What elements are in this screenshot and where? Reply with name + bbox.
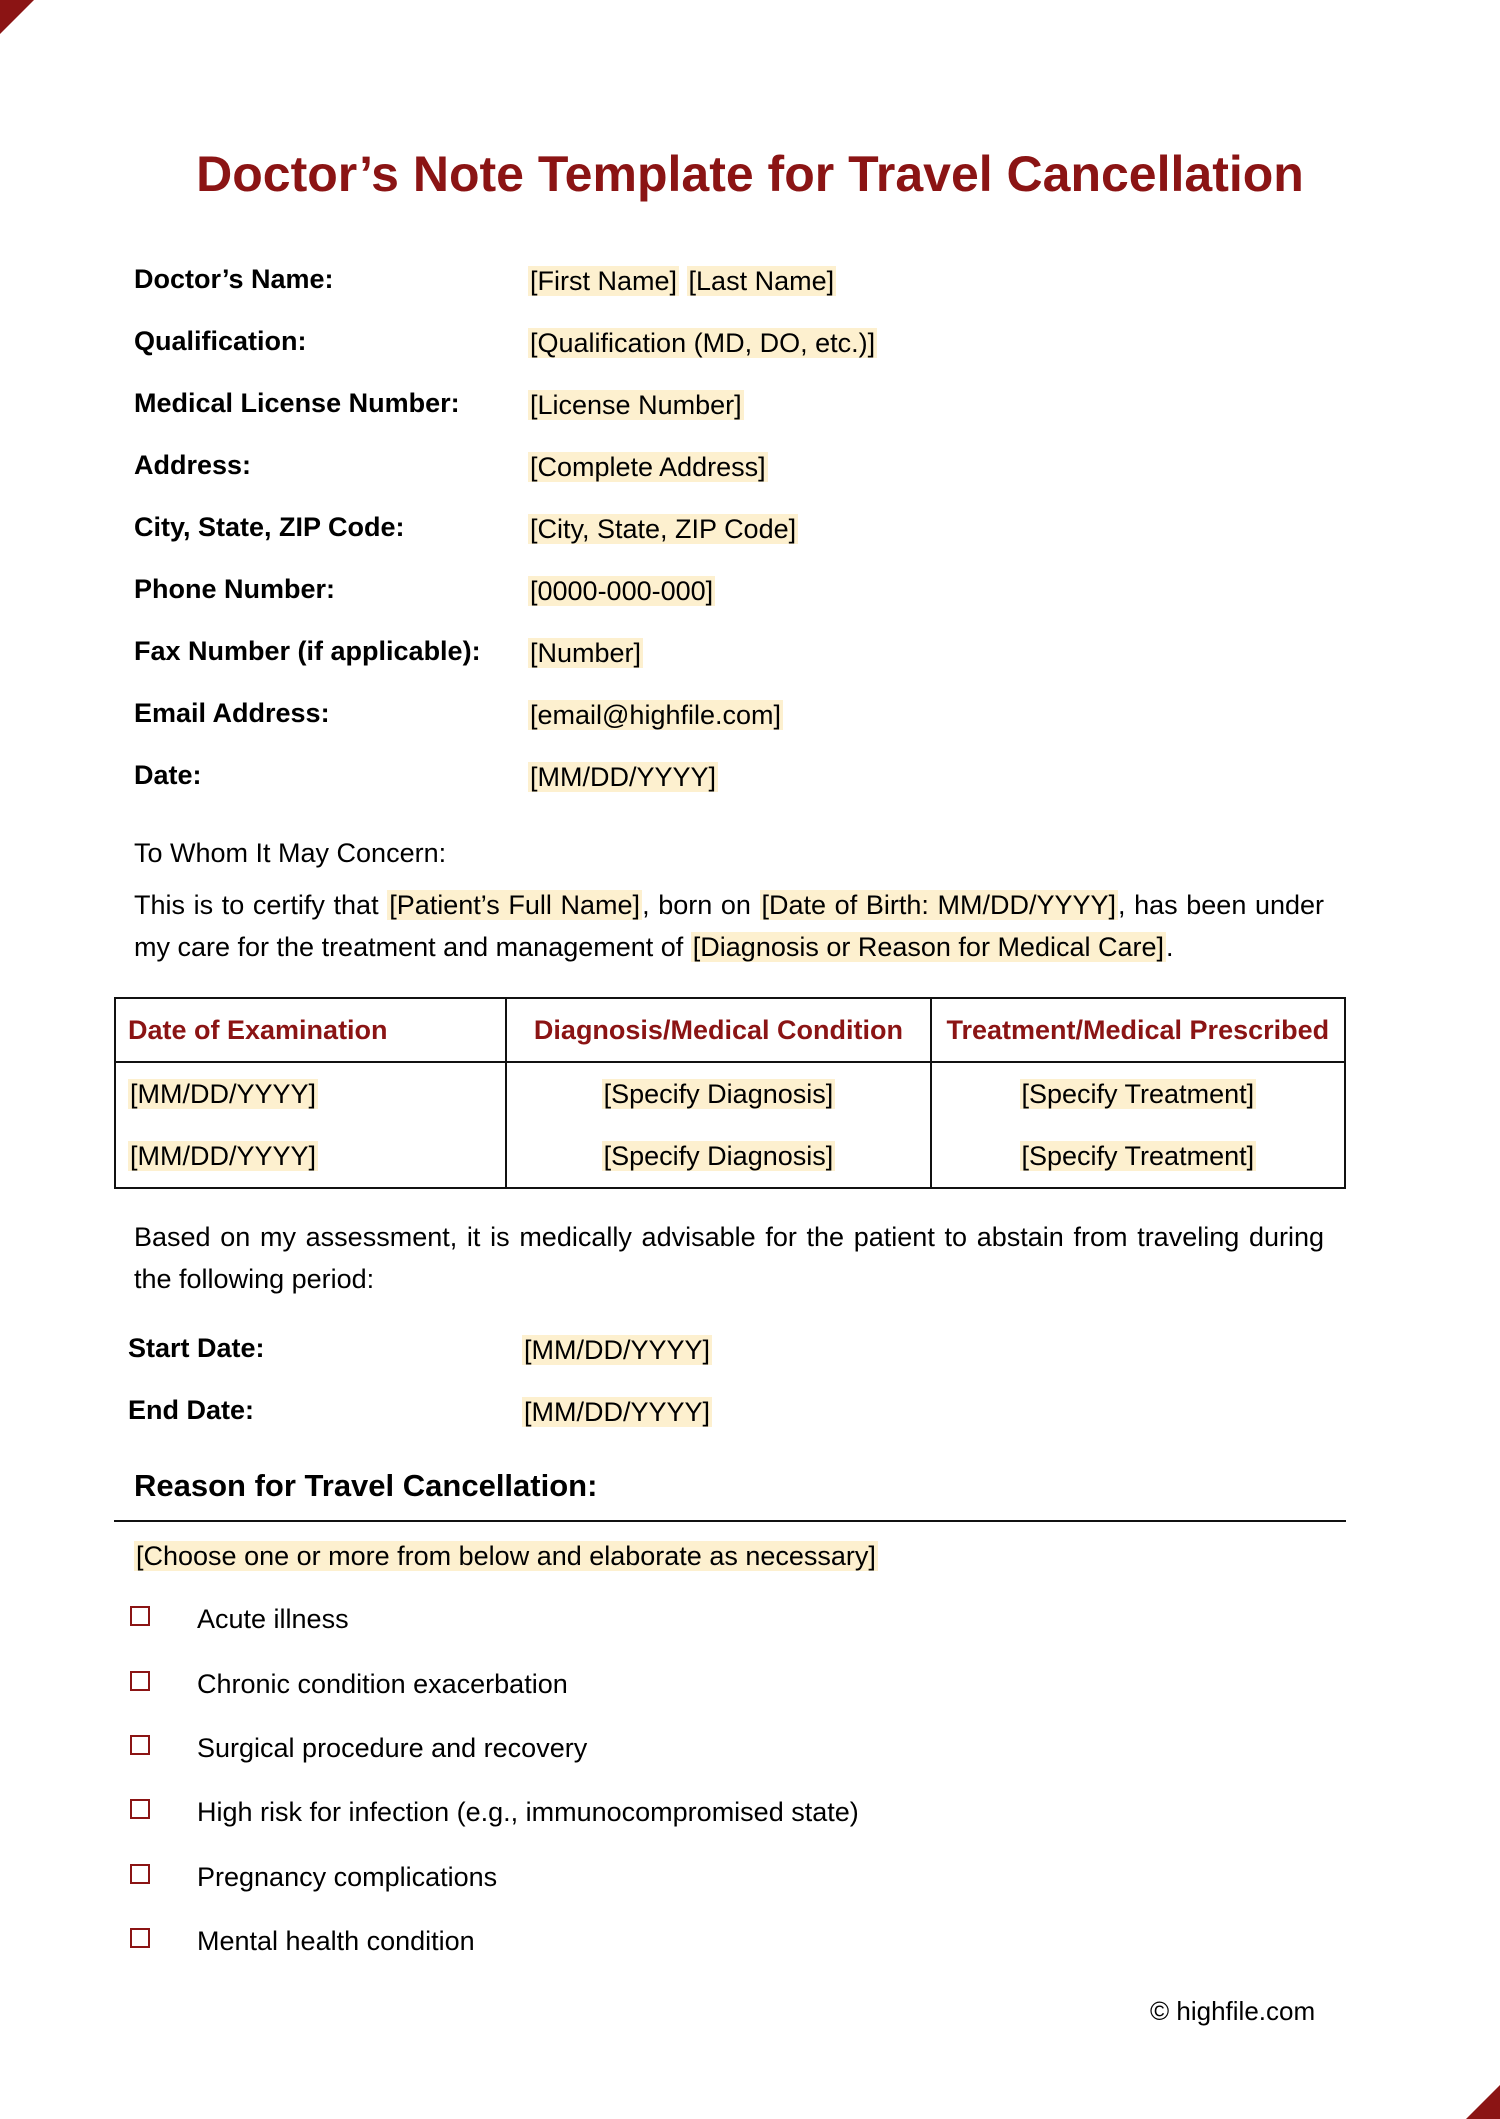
field-value	[528, 323, 877, 363]
checklist-label: Acute illness	[197, 1604, 349, 1634]
last-name-placeholder[interactable]: [Last Name]	[688, 266, 835, 296]
assessment-paragraph: Based on my assessment, it is medically advisable for the patient to abstain from traveling during the following period:	[134, 1222, 1324, 1294]
examination-table	[114, 997, 1346, 1189]
diagnosis-placeholder[interactable]: [Diagnosis or Reason for Medical Care]	[692, 932, 1165, 962]
field-value	[528, 757, 718, 797]
instruction-placeholder[interactable]: [Choose one or more from below and elaborate as necessary]	[136, 1541, 876, 1571]
checkbox-icon[interactable]	[130, 1864, 150, 1884]
start-date-placeholder[interactable]: [MM/DD/YYYY]	[524, 1335, 711, 1365]
corner-decoration-bottom-right	[1466, 2085, 1500, 2119]
certification-paragraph: This is to certify that [Patient’s Full Name], born on [Date of Birth: MM/DD/YYYY], has been under my care for the treatment and management of [Diagnosis or Reason for Medical Care].	[134, 890, 1325, 962]
section-divider	[114, 1520, 1346, 1522]
field-value	[528, 385, 744, 425]
field-label: Email Address:	[134, 698, 330, 728]
qualification-placeholder[interactable]: [Qualification (MD, DO, etc.)]	[530, 328, 876, 358]
checklist-label: High risk for infection (e.g., immunocompromised state)	[197, 1797, 859, 1827]
diagnosis-cell-placeholder[interactable]: [Specify Diagnosis]	[603, 1140, 834, 1171]
field-label: Address:	[134, 450, 252, 480]
end-date-placeholder[interactable]: [MM/DD/YYYY]	[524, 1397, 711, 1427]
field-label: Fax Number (if applicable):	[134, 636, 481, 666]
field-value	[528, 509, 798, 549]
date-placeholder[interactable]: [MM/DD/YYYY]	[530, 762, 717, 792]
email-placeholder[interactable]: [email@highfile.com]	[530, 700, 782, 730]
checkbox-icon[interactable]	[130, 1606, 150, 1626]
treatment-cell-placeholder[interactable]: [Specify Treatment]	[1021, 1140, 1255, 1171]
city-state-zip-placeholder[interactable]: [City, State, ZIP Code]	[530, 514, 797, 544]
field-label: Medical License Number:	[134, 388, 460, 418]
header-diagnosis: Diagnosis/Medical Condition	[506, 998, 930, 1062]
table-row	[115, 1062, 1345, 1125]
checklist-label: Chronic condition exacerbation	[197, 1669, 568, 1699]
header-treatment: Treatment/Medical Prescribed	[931, 998, 1345, 1062]
patient-name-placeholder[interactable]: [Patient’s Full Name]	[389, 890, 641, 920]
table-row	[115, 1125, 1345, 1188]
checkbox-icon[interactable]	[130, 1799, 150, 1819]
footer-copyright: © highfile.com	[1150, 1996, 1316, 2026]
field-value	[522, 1330, 712, 1370]
field-value	[528, 695, 783, 735]
page-title: Doctor’s Note Template for Travel Cancellation	[196, 146, 1304, 202]
field-label: Phone Number:	[134, 574, 336, 604]
field-label: End Date:	[128, 1395, 255, 1425]
checklist-label: Surgical procedure and recovery	[197, 1733, 588, 1763]
checkbox-icon[interactable]	[130, 1928, 150, 1948]
field-value	[522, 1392, 712, 1432]
corner-decoration-top-left	[0, 0, 34, 34]
field-value	[528, 633, 643, 673]
exam-date-placeholder[interactable]: [MM/DD/YYYY]	[130, 1140, 317, 1171]
dob-placeholder[interactable]: [Date of Birth: MM/DD/YYYY]	[761, 890, 1116, 920]
table-header-row	[115, 998, 1345, 1062]
checkbox-icon[interactable]	[130, 1735, 150, 1755]
salutation: To Whom It May Concern:	[134, 838, 447, 868]
field-label: Doctor’s Name:	[134, 264, 334, 294]
field-value	[528, 261, 836, 301]
phone-placeholder[interactable]: [0000-000-000]	[530, 576, 714, 606]
address-placeholder[interactable]: [Complete Address]	[530, 452, 766, 482]
checkbox-icon[interactable]	[130, 1671, 150, 1691]
field-label: City, State, ZIP Code:	[134, 512, 405, 542]
field-label: Start Date:	[128, 1333, 265, 1363]
field-value	[528, 447, 768, 487]
first-name-placeholder[interactable]: [First Name]	[530, 266, 678, 296]
license-placeholder[interactable]: [License Number]	[530, 390, 742, 420]
field-label: Date:	[134, 760, 202, 790]
reason-instruction	[134, 1536, 878, 1576]
reason-section-title: Reason for Travel Cancellation:	[134, 1468, 598, 1503]
field-value	[528, 571, 715, 611]
exam-date-placeholder[interactable]: [MM/DD/YYYY]	[130, 1078, 317, 1109]
header-date-of-examination: Date of Examination	[115, 998, 506, 1062]
fax-placeholder[interactable]: [Number]	[530, 638, 642, 668]
treatment-cell-placeholder[interactable]: [Specify Treatment]	[1021, 1078, 1255, 1109]
diagnosis-cell-placeholder[interactable]: [Specify Diagnosis]	[603, 1078, 834, 1109]
checklist-label: Mental health condition	[197, 1926, 475, 1956]
checklist-label: Pregnancy complications	[197, 1862, 498, 1892]
field-label: Qualification:	[134, 326, 307, 356]
